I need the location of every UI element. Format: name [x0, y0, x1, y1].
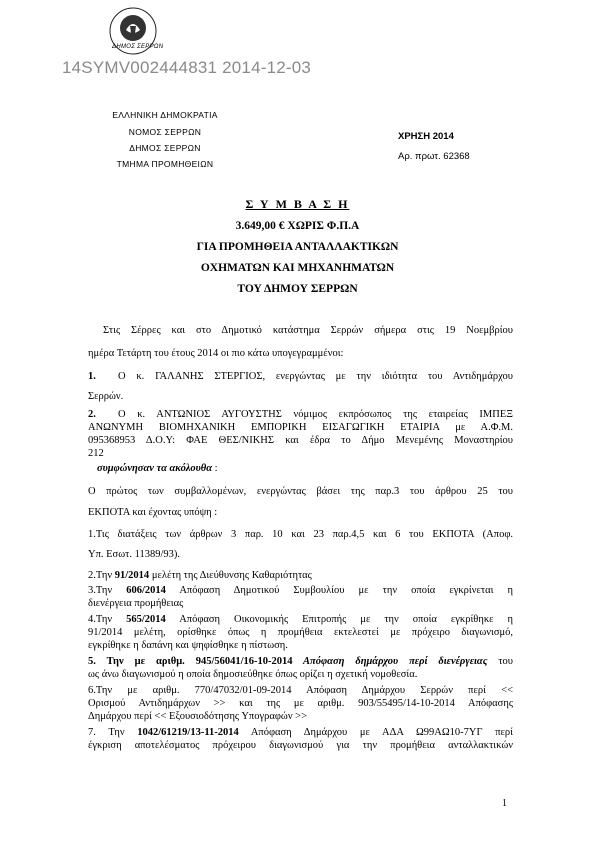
fiscal-year: ΧΡΗΣΗ 2014	[398, 131, 454, 142]
party-2-line-2: ΑΝΩΝΥΜΗ ΒΙΟΜΗΧΑΝΙΚΗ ΕΜΠΟΡΙΚΗ ΕΙΣΑΓΩΓΙΚΗ ΕΤΑΙΡΙΑ με Α.Φ.Μ.	[88, 422, 513, 433]
clause-3-line-2: διενέργεια προμήθειας	[88, 598, 184, 609]
document-title: Σ Υ Μ Β Α Σ Η	[245, 197, 350, 211]
clause-5-text: του	[487, 656, 514, 667]
party-2-line-4: 212	[88, 448, 104, 459]
header-municipality: ΔΗΜΟΣ ΣΕΡΡΩΝ	[129, 143, 201, 153]
clause-7-ref: 1042/61219/13-11-2014	[137, 727, 239, 738]
subject-line-3: ΤΟΥ ΔΗΜΟΥ ΣΕΡΡΩΝ	[237, 283, 358, 295]
agreed-heading	[97, 462, 218, 476]
clause-4-ref: 565/2014	[126, 614, 166, 625]
party-2-line-3: 095368953 Δ.Ο.Υ: ΦΑΕ ΘΕΣ/ΝΙΚΗΣ και έδρα το Δήμο Μενεμένης Μοναστηρίου	[88, 435, 513, 446]
clause-2-ref: 91/2014	[114, 570, 150, 581]
party-1-line-1: Ο κ. ΓΑΛΑΝΗΣ ΣΤΕΡΓΙΟΣ, ενεργώντας με την ιδιότητα του Αντιδημάρχου	[118, 371, 513, 382]
clause-3-ref: 606/2014	[126, 585, 166, 596]
header-department: ΤΜΗΜΑ ΠΡΟΜΗΘΕΙΩΝ	[116, 159, 214, 169]
first-party-line-2: ΕΚΠΟΤΑ και έχοντας υπόψη :	[88, 507, 218, 518]
subject-line-1: ΓΙΑ ΠΡΟΜΗΘΕΙΑ ΑΝΤΑΛΛΑΚΤΙΚΩΝ	[196, 241, 399, 253]
clause-3-line-1	[88, 584, 513, 598]
party-2-number: 2.	[88, 409, 96, 420]
party-1-line-2: Σερρών.	[88, 391, 124, 402]
clause-7-line-2: έγκριση αποτελέσματος πρόχειρου διαγωνισμού για την προμήθεια ανταλλακτικών	[88, 740, 513, 751]
agreed-label: συμφώνησαν τα ακόλουθα	[97, 463, 213, 474]
document-id-watermark: 14SYMV002444831 2014-12-03	[62, 58, 312, 77]
clause-2-text: μελέτη της Διεύθυνσης Καθαριότητας	[149, 570, 312, 581]
intro-line-1: Στις Σέρρες και στο Δημοτικό κατάστημα Σερρών σήμερα στις 19 Νοεμβρίου	[103, 325, 513, 336]
clause-6-line-2: Ορισμού Αντιδημάρχων >> και της με αριθμ. 903/55495/14-10-2014 Απόφασης	[88, 698, 513, 709]
clause-7-text: Απόφαση Δημάρχου με ΑΔΑ Ω99ΑΩ10-7ΥΓ περί	[238, 727, 513, 738]
clause-4-text: Απόφαση Οικονομικής Επιτροπής με την οποία εγκρίθηκε η	[165, 614, 513, 625]
clause-4-prefix: 4.Την	[88, 614, 127, 625]
clause-5-line-1	[88, 655, 513, 669]
clause-5-title: Απόφαση δημάρχου περί διενέργειας	[292, 656, 488, 667]
clause-1-line-1: 1.Τις διατάξεις των άρθρων 3 παρ. 10 και 23 παρ.4,5 και 6 του ΕΚΠΟΤΑ (Αποφ.	[88, 529, 513, 540]
header-prefecture: ΝΟΜΟΣ ΣΕΡΡΩΝ	[128, 127, 202, 137]
first-party-line-1: Ο πρώτος των συμβαλλομένων, ενεργώντας βάσει της παρ.3 του άρθρου 25 του	[88, 486, 513, 497]
subject-line-2: ΟΧΗΜΑΤΩΝ ΚΑΙ ΜΗΧΑΝΗΜΑΤΩΝ	[200, 262, 395, 274]
clause-5-ref: 5. Την με αριθμ. 945/56041/16-10-2014	[88, 656, 293, 667]
clause-2	[88, 569, 312, 583]
clause-6-line-1: 6.Την με αριθμ. 770/47032/01-09-2014 Απόφαση Δημάρχου Σερρών περί <<	[88, 685, 513, 696]
clause-4-line-2: 91/2014 μελέτη, ορίσθηκε όπως η προμήθεια εκτελεστεί με πρόχειρο διαγωνισμό,	[88, 627, 513, 638]
party-1-number: 1.	[88, 371, 96, 382]
clause-3-text: Απόφαση Δημοτικού Συμβουλίου με την οποία εγκρίνεται η	[165, 585, 514, 596]
clause-3-prefix: 3.Την	[88, 585, 127, 596]
clause-7-line-1	[88, 726, 513, 740]
seal-caption: ΔΗΜΟΣ ΣΕΡΡΩΝ	[112, 44, 164, 50]
intro-line-2: ημέρα Τετάρτη του έτους 2014 οι πιο κάτω υπογεγραμμένοι:	[88, 348, 344, 359]
protocol-number: Αρ. πρωτ. 62368	[398, 151, 470, 162]
agreed-colon: :	[212, 463, 218, 474]
clause-6-line-3: Δημάρχου περί << Εξουσιοδότησης Υπογραφών >>	[88, 711, 308, 722]
clause-5-line-2: ως άνω διαγωνισμού η οποία δημοσιεύθηκε όπως ορίζει η σχετική νομοθεσία.	[88, 669, 418, 680]
clause-4-line-1	[88, 613, 513, 627]
clause-1-line-2: Υπ. Εσωτ. 11389/93).	[88, 549, 180, 560]
page-number: 1	[502, 798, 507, 809]
party-2-line-1: Ο κ. ΑΝΤΩΝΙΟΣ ΑΥΓΟΥΣΤΗΣ νόμιμος εκπρόσωπος της εταιρείας ΙΜΠΕΞ	[118, 409, 513, 420]
clause-2-prefix: 2.Την	[88, 570, 115, 581]
header-country: ΕΛΛΗΝΙΚΗ ΔΗΜΟΚΡΑΤΙΑ	[112, 110, 218, 120]
clause-4-line-3: εγκρίθηκε η δαπάνη και ψηφίσθηκε η πίστωση.	[88, 640, 288, 651]
clause-7-prefix: 7. Την	[88, 727, 138, 738]
contract-amount: 3.649,00 € ΧΩΡΙΣ Φ.Π.Α	[235, 220, 360, 232]
